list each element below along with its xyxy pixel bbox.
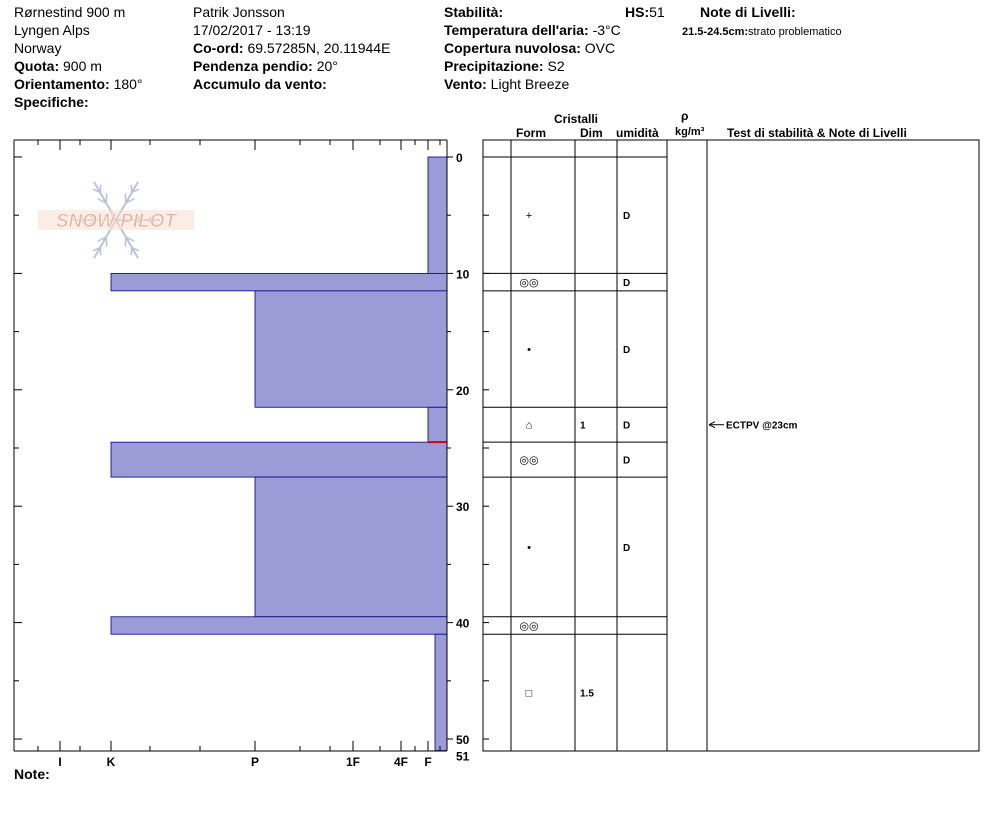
wind-label: Vento: (444, 76, 487, 92)
depth-label: 20 (456, 383, 470, 398)
moisture-value: D (623, 345, 631, 357)
grain-size-value: 1.5 (580, 688, 594, 700)
moisture-value: D (623, 542, 631, 554)
flake-branch (125, 194, 126, 203)
stability-label: Stabilità: (444, 4, 504, 20)
hardness-tick-label: P (250, 755, 260, 769)
depth-label: 51 (456, 749, 470, 764)
grain-size-value: 1 (580, 420, 586, 432)
moisture-value: D (623, 455, 631, 467)
grain-form-symbol: • (527, 541, 531, 554)
aspect-value: 180° (113, 76, 143, 92)
coord-value: 69.57285N, 20.11944E (247, 40, 391, 56)
observer-text: Patrik Jonsson (193, 4, 285, 20)
moisture-value: D (623, 211, 631, 223)
coord-label: Co-ord: (193, 40, 244, 56)
hardness-bar (111, 442, 447, 477)
snow-pilot-logo (38, 182, 194, 258)
country-text: Norway (14, 40, 62, 56)
hardness-tick-label: 1F (345, 755, 361, 769)
hs-label: HS: (625, 4, 650, 20)
size-header: Dim (580, 126, 603, 140)
location-text: Rørnestind 900 m (14, 4, 126, 20)
hs-value: 51 (649, 4, 665, 20)
crystals-header: Cristalli (554, 112, 599, 126)
hardness-tick-label: F (424, 755, 432, 769)
density-unit-header: kg/m³ (675, 126, 705, 138)
flake-branch (100, 247, 101, 255)
datetime-text: 17/02/2017 - 13:19 (193, 22, 311, 38)
range-text: Lyngen Alps (14, 22, 90, 38)
hardness-bar (255, 477, 447, 617)
layer-table (483, 140, 979, 751)
grain-form-symbol: ⌂ (525, 419, 533, 432)
depth-label: 10 (456, 267, 470, 282)
grain-form-symbol: ◎◎ (519, 277, 539, 290)
tests-header: Test di stabilità & Note di Livelli (727, 126, 907, 140)
air-temp-value: -3°C (592, 22, 621, 38)
depth-label: 30 (456, 500, 470, 515)
hardness-bar (428, 157, 447, 273)
precip-label: Precipitazione: (444, 58, 544, 74)
aspect-label: Orientamento: (14, 76, 110, 92)
depth-label: 0 (456, 151, 463, 165)
slope-value: 20° (316, 58, 338, 74)
flake-branch (100, 185, 101, 193)
flake-branch (106, 237, 107, 246)
moisture-header: umidità (616, 126, 659, 140)
moisture-value: D (623, 420, 631, 432)
precip-value: S2 (547, 58, 565, 74)
sky-label: Copertura nuvolosa: (444, 40, 581, 56)
flake-branch (131, 185, 132, 193)
sky-value: OVC (584, 40, 616, 56)
table-border (483, 140, 979, 751)
hardness-tick-label: I (58, 755, 62, 769)
wind-loading-label: Accumulo da vento: (193, 76, 327, 92)
wind-value: Light Breeze (490, 76, 570, 92)
specifics-label: Specifiche: (14, 94, 89, 110)
grain-form-symbol: + (525, 210, 533, 223)
elevation-value: 900 m (63, 58, 102, 74)
form-header: Form (516, 126, 546, 140)
hardness-bar (428, 407, 447, 442)
stability-test-label: ECTPV @23cm (726, 420, 798, 432)
rho-header: ρ (681, 109, 689, 123)
flake-branch (106, 194, 107, 203)
hardness-bar (255, 291, 447, 407)
note-label: Note: (14, 766, 50, 782)
flake-branch (131, 247, 132, 255)
layer-note-range: 21.5-24.5cm: (682, 26, 749, 38)
hardness-tick-label: K (106, 755, 116, 769)
grain-form-symbol: ◎◎ (519, 454, 539, 467)
grain-form-symbol: • (527, 344, 531, 357)
depth-label: 40 (456, 616, 470, 631)
moisture-value: D (623, 278, 631, 290)
layer-note-text: strato problematico (748, 26, 842, 38)
air-temp-label: Temperatura dell'aria: (444, 22, 589, 38)
hardness-tick-label: 4F (393, 755, 409, 769)
hardness-bar (111, 273, 447, 290)
hardness-bar (111, 617, 447, 634)
grain-form-symbol: □ (525, 687, 533, 700)
flake-branch (125, 237, 126, 246)
slope-label: Pendenza pendio: (193, 58, 313, 74)
hardness-plot (14, 140, 470, 769)
elevation-label: Quota: (14, 58, 60, 74)
hardness-bar (435, 634, 447, 750)
logo-text: SNOW PILOT (55, 211, 177, 232)
layer-notes-label: Note di Livelli: (700, 4, 796, 20)
depth-label: 50 (456, 733, 470, 747)
grain-form-symbol: ◎◎ (519, 620, 539, 633)
